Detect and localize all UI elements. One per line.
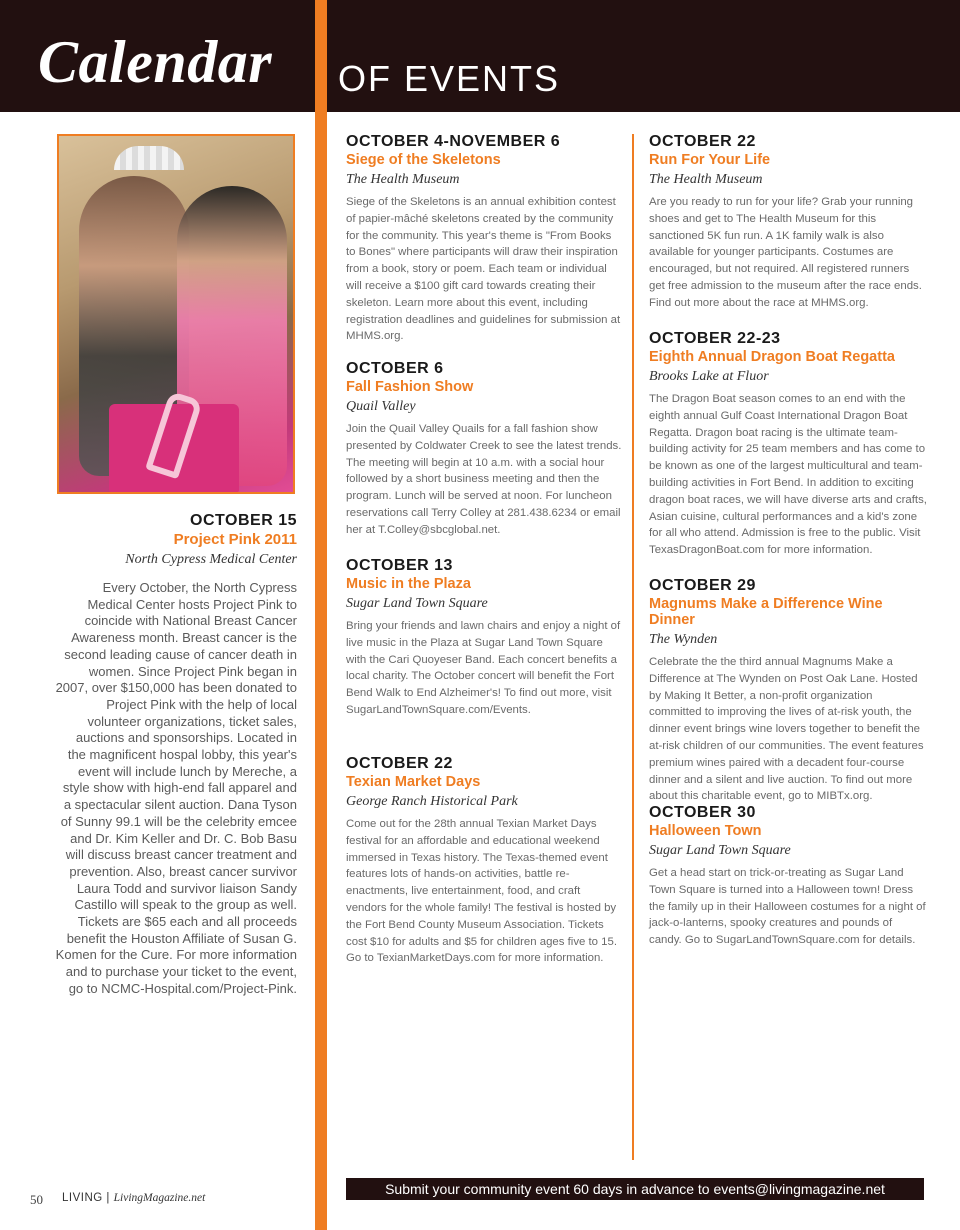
event-dragon-boat-regatta [649,330,927,559]
event-name: Halloween Town [649,823,762,839]
event-magnums-wine-dinner [649,577,927,805]
event-venue: Quail Valley [346,399,416,414]
event-date: OCTOBER 4-NOVEMBER 6 [346,133,561,150]
event-venue: Brooks Lake at Fluor [649,369,769,384]
event-date: OCTOBER 13 [346,557,453,574]
brand-separator: | [106,1192,110,1204]
event-venue: The Wynden [649,632,718,647]
tiara-shape [114,146,184,170]
column-divider [632,134,634,1160]
event-description: Celebrate the the third annual Magnums Make a Difference at The Wynden on Post Oak Lane. Hosted by Making It Better, a non-profit organization committed to improving the lives of at-risk youth, the dinner event brings wine lovers together to benefit the at-risk children of our communities. The event features premium wines paired with a decadent four-course dinner and a silent and live auction. To find out more about this charitable event, go to MIBTx.org. [649,656,924,803]
event-music-in-the-plaza [346,557,622,719]
event-date: OCTOBER 6 [346,360,444,377]
event-name: Run For Your Life [649,152,771,168]
event-date: OCTOBER 30 [649,804,756,821]
event-date: OCTOBER 22 [649,133,756,150]
event-venue: The Health Museum [346,172,460,187]
event-name: Magnums Make a Difference Wine Dinner [649,596,883,628]
event-description: Bring your friends and lawn chairs and enjoy a night of live music in the Plaza at Sugar Land Town Square with the Cari Quoyeser Band. Each concert benefits a local charity. The October concert will benefit the Fort Bend Walk to End Alzheimer's! To find out more, visit SugarLandTownSquare.com/Events. [346,620,621,716]
event-description: Every October, the North Cypress Medical Center hosts Project Pink to coincide with National Breast Cancer Awareness month. Breast cancer is the second leading cause of cancer death in women. Since Project Pink began in 2007, over $150,000 has been donated to Project Pink with the help of local volunteer organizations, ticket sales, auctions and sponsorships. Located in the magnificent hospal lobby, this year's event will include lunch by Mereche, a style show with high-end fall apparel and a spectacular silent auction. Dana Tyson of Sunny 99.1 will be the celebrity emcee and Dr. Kim Keller and Dr. C. Bob Basu will discuss breast cancer treatment and prevention. Also, breast cancer survivor Laura Todd and survivor liaison Sandy Castillo will speak to the group as well. Tickets are $65 each and all proceeds benefit the Houston Affiliate of Susan G. Komen for the Cure. For more information and to purchase your ticket to the event, go to NCMC-Hospital.com/Project-Pink. [55,580,297,996]
event-venue: Sugar Land Town Square [649,843,791,858]
event-venue: Sugar Land Town Square [346,596,488,611]
event-description: Siege of the Skeletons is an annual exhibition contest of papier-mâché skeletons created by the community for the community. This year's theme is "From Books to Bones" where participants will draw their inspiration from a book, story or poem. Each team or individual will receive a $100 gift card towards creating their skeleton. Learn more about this event, including registration deadlines and guidelines for submission at MHMS.org. [346,196,621,343]
event-date: OCTOBER 29 [649,577,756,594]
event-description: Come out for the 28th annual Texian Market Days festival for an affordable and educational weekend immersed in Texas history. The Texas-themed event features lots of hands-on activities, battle re-enactments, live entertainment, food, and craft vendors for the whole family! The festival is hosted by the Fort Bend County Museum Association. Tickets cost $10 for adults and $5 for children ages five to 15. Go to TexianMarketDays.com for more information. [346,818,618,965]
event-venue: North Cypress Medical Center [125,552,297,567]
featured-event [55,512,297,998]
event-siege-of-skeletons [346,133,622,345]
page-subtitle: OF EVENTS [338,58,561,99]
event-description: The Dragon Boat season comes to an end with the eighth annual Gulf Coast International Dragon Boat Regatta. Dragon boat racing is the ultimate team-building activity for 25 team members and has come to be known as one of the largest multicultural and team-building activities in Fort Bend. In addition to exciting dragon boat races, we will have diverse arts and crafts, Asian cuisine, cultural performances and a kid's zone for all who attend. Admission is free to the public. Visit TexasDragonBoat.com for more information. [649,393,927,557]
event-fall-fashion-show [346,360,622,539]
accent-bar [315,0,327,1230]
event-description: Are you ready to run for your life? Grab your running shoes and get to The Health Museum for this sanctioned 5K fun run. A 1K family walk is also available for younger participants. Costumes are encouraged, but not required. All registered runners get free admission to the museum after the race ends. Find out more about the race at MHMS.org. [649,196,922,309]
event-halloween-town [649,804,927,949]
page-header [0,0,960,112]
event-date: OCTOBER 15 [190,512,297,529]
event-texian-market-days [346,755,622,967]
event-venue: George Ranch Historical Park [346,794,518,809]
event-description: Join the Quail Valley Quails for a fall fashion show presented by Coldwater Creek to see the latest trends. The meeting will begin at 10 a.m. with a social hour followed by a short business meeting and then the program. Lunch will be served at noon. For luncheon reservations call Terry Colley at 281.438.6234 or email her at T.Colley@sbcglobal.net. [346,423,622,536]
event-date: OCTOBER 22-23 [649,330,781,347]
event-name: Eighth Annual Dragon Boat Regatta [649,349,895,365]
submit-banner: Submit your community event 60 days in advance to events@livingmagazine.net [346,1178,924,1200]
event-date: OCTOBER 22 [346,755,453,772]
event-name: Project Pink 2011 [173,531,297,548]
brand-name: LIVING [62,1192,103,1204]
featured-photo [57,134,295,494]
page-number: 50 [30,1192,43,1207]
event-name: Siege of the Skeletons [346,152,501,168]
brand-site: LivingMagazine.net [113,1192,206,1204]
footer-brand [62,1192,205,1204]
event-run-for-your-life [649,133,927,312]
event-name: Fall Fashion Show [346,379,474,395]
event-description: Get a head start on trick-or-treating as Sugar Land Town Square is turned into a Halloween town! Dress the family up in their Halloween costumes for a night of jack-o-lanterns, spooky creatures and pounds of candy. Go to SugarLandTownSquare.com for details. [649,867,926,947]
event-venue: The Health Museum [649,172,763,187]
event-name: Music in the Plaza [346,576,471,592]
page-title: Calendar [38,29,273,95]
event-name: Texian Market Days [346,774,481,790]
